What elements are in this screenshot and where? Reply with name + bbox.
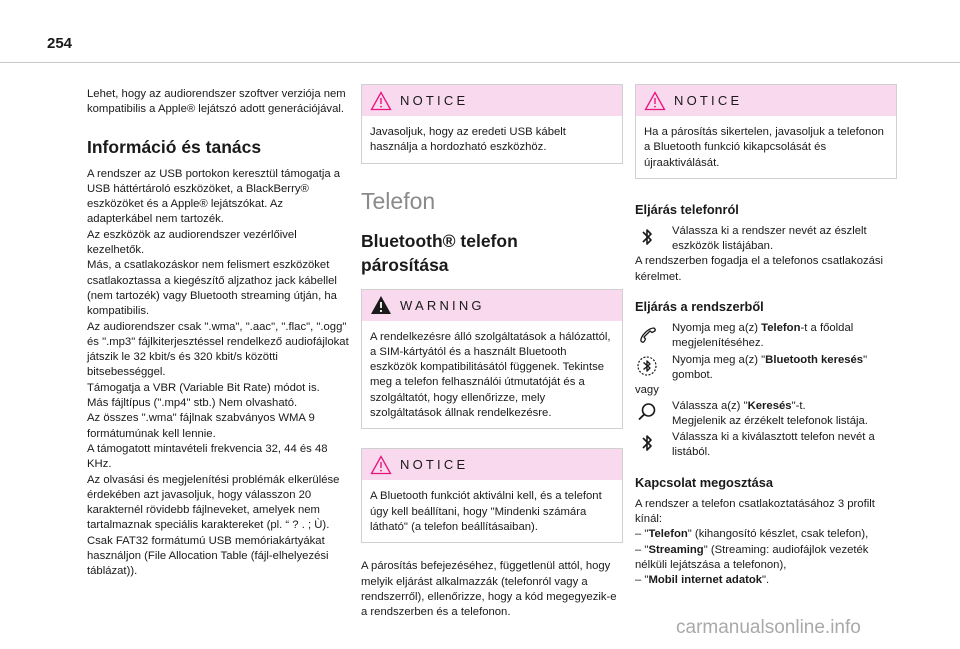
notice-body — [362, 480, 622, 542]
notice-text: A Bluetooth funkciót aktiválni kell, és a telefont úgy kell beállítani, hogy "Mindenki számára látható" (a telefon beállításaiban). — [370, 490, 602, 533]
heading-line-1: Bluetooth® telefon — [361, 230, 518, 251]
bluetooth-pairing-heading — [361, 229, 623, 277]
notice-text: Javasoljuk, hogy az eredeti USB kábelt használja a hordozható eszközhöz. — [370, 126, 566, 154]
warning-triangle-icon — [644, 91, 666, 111]
text-bold: Bluetooth keresés — [765, 353, 864, 366]
or-text: vagy — [635, 384, 659, 397]
text-run: – " — [635, 543, 649, 556]
header-rule — [0, 62, 960, 63]
share-heading: Kapcsolat megosztása — [635, 474, 773, 490]
magnifier-icon — [635, 400, 659, 424]
warning-body — [362, 321, 622, 429]
notice-box-bluetooth — [361, 448, 623, 543]
from-phone-after: A rendszerben fogadja el a telefonos csatlakozási kérelmet. — [635, 255, 884, 283]
text-run: Válassza a(z) " — [672, 399, 748, 412]
info-line: Az összes ".wma" fájlnak szabványos WMA 9 formátumúnak kell lennie. — [87, 412, 315, 440]
step-text-block — [672, 399, 868, 430]
info-body — [87, 167, 349, 580]
info-line: Csak FAT32 formátumú USB memóriakártyákat használjon (File Allocation Table (fájl-elhelyezési táblázat)). — [87, 534, 329, 578]
notice-title: NOTICE — [400, 457, 469, 473]
phone-handset-icon — [635, 322, 659, 346]
notice-header — [362, 449, 622, 480]
heading-line-2: párosítása — [361, 254, 449, 275]
text-run: " gombot. — [672, 353, 868, 381]
text-run: ". — [762, 574, 770, 587]
step-select-system — [635, 224, 897, 255]
warning-box — [361, 289, 623, 430]
step-text — [672, 399, 868, 414]
step-text: Válassza ki a kiválasztott telefon nevét a listából. — [672, 431, 875, 459]
step-text — [672, 321, 897, 352]
text-run: " (Streaming: audiofájlok vezeték nélküli lejátszása a telefonon), — [635, 543, 869, 571]
watermark: carmanualsonline.info — [676, 617, 861, 638]
from-phone-heading: Eljárás telefonról — [635, 201, 739, 217]
section-title-telefon: Telefon — [361, 187, 436, 214]
bluetooth-search-icon — [635, 354, 659, 378]
text-run: – " — [635, 574, 649, 587]
info-line: Támogatja a VBR (Variable Bit Rate) módot is. — [87, 381, 320, 394]
column-3 — [635, 84, 897, 589]
text-run: " (kihangosító készlet, csak telefon), — [687, 528, 869, 541]
step-text: Válassza ki a rendszer nevét az észlelt eszközök listájában. — [672, 224, 867, 253]
column-1 — [87, 84, 349, 580]
info-line: Az audiorendszer csak ".wma", ".aac", ".flac", ".ogg" és ".mp3" fájlkiterjesztéssel rendelkező audiofájlokat játszik le 32 kbit/s és 320 kbit/s közötti bitsebességgel. — [87, 320, 349, 379]
profile-item — [635, 543, 897, 574]
text-bold: Telefon — [648, 528, 688, 541]
profile-item — [635, 573, 897, 588]
text-run: -t a főoldal megjelenítéséhez. — [672, 322, 854, 350]
column-2 — [361, 84, 623, 620]
text-bold: Telefon — [761, 322, 801, 335]
info-line: Más fájltípus (".mp4" stb.) Nem olvasható. — [87, 397, 298, 410]
info-heading: Információ és tanács — [87, 136, 262, 157]
notice-title: NOTICE — [400, 93, 469, 108]
info-line: Az eszközök az audiorendszer vezérlőivel kezelhetők. — [87, 228, 297, 257]
warning-triangle-icon — [370, 91, 392, 111]
text-run: Nyomja meg a(z) — [672, 322, 762, 335]
step-text: Megjelenik az érzékelt telefonok listája. — [672, 414, 868, 427]
notice-box-usb — [361, 84, 623, 164]
step-press-bt-search — [635, 353, 897, 384]
warning-header — [362, 290, 622, 321]
warning-triangle-icon — [370, 455, 392, 475]
step-press-telefon — [635, 321, 897, 352]
from-system-heading: Eljárás a rendszerből — [635, 299, 764, 315]
bluetooth-icon — [635, 431, 659, 455]
text-run: – " — [635, 528, 649, 541]
info-line: Az olvasási és megjelenítési problémák elkerülése érdekében azt javasoljuk, hogy válasszon 20 karakternél rövidebb fájlneveket, amelyek nem tartalmaznak speciális karaktereket (pl. “ ? . ; Ù). — [87, 473, 340, 532]
info-line: Más, a csatlakozáskor nem felismert eszközöket csatlakoztassa a kiegészítő aljzathoz jack kábellel (nem tartozék) vagy Bluetooth streaming útján, ha kompatibilis. — [87, 259, 337, 318]
text-bold: Streaming — [648, 543, 704, 556]
profile-item — [635, 527, 897, 542]
pairing-closing-paragraph: A párosítás befejezéséhez, függetlenül attól, hogy melyik eljárást alkalmazzák (telefonról vagy a rendszerről), ellenőrizze, hogy a kód megegyezik-e a rendszerben és a telefonon. — [361, 560, 617, 619]
step-press-search — [635, 399, 897, 430]
warning-text: A rendelkezésre álló szolgáltatások a hálózattól, a SIM-kártyától és a használt Bluetooth eszközök kompatibilitásától függenek. Tekintse meg a telefon felhasználói útmutatóját és a szolgáltatót, hogy ellenőrizze, mely szolgáltatások állnak rendelkezésre. — [370, 330, 611, 420]
text-bold: Keresés — [747, 399, 792, 412]
notice-body — [362, 116, 622, 163]
text-bold: Mobil internet adatok — [648, 574, 763, 587]
bluetooth-icon — [635, 225, 659, 249]
step-select-phone — [635, 430, 897, 461]
warning-triangle-icon — [370, 295, 392, 315]
share-intro: A rendszer a telefon csatlakoztatásához 3 profilt kínál: — [635, 497, 875, 526]
info-line: A rendszer az USB portokon keresztül támogatja a USB háttértároló eszközöket, a BlackBerry® eszközöket és a Apple® lejátszókat. Az adapterkábel nem tartozék. — [87, 167, 341, 226]
notice-header — [636, 85, 896, 116]
notice-body — [636, 116, 896, 178]
intro-paragraph: Lehet, hogy az audiorendszer szoftver verziója nem kompatibilis a Apple® lejátszó adott generációjával. — [87, 88, 346, 116]
page-number: 254 — [47, 35, 73, 52]
notice-title: NOTICE — [674, 93, 743, 108]
notice-box-pairing-failed — [635, 84, 897, 179]
step-text — [672, 353, 897, 384]
text-run: "-t. — [791, 399, 806, 412]
text-run: Nyomja meg a(z) " — [672, 353, 766, 366]
info-line: A támogatott mintavételi frekvencia 32, 44 és 48 KHz. — [87, 442, 328, 471]
notice-header — [362, 85, 622, 116]
warning-title: WARNING — [400, 297, 485, 313]
notice-text: Ha a párosítás sikertelen, javasoljuk a telefonon a Bluetooth funkció kikapcsolását és újraaktiválását. — [644, 126, 884, 169]
